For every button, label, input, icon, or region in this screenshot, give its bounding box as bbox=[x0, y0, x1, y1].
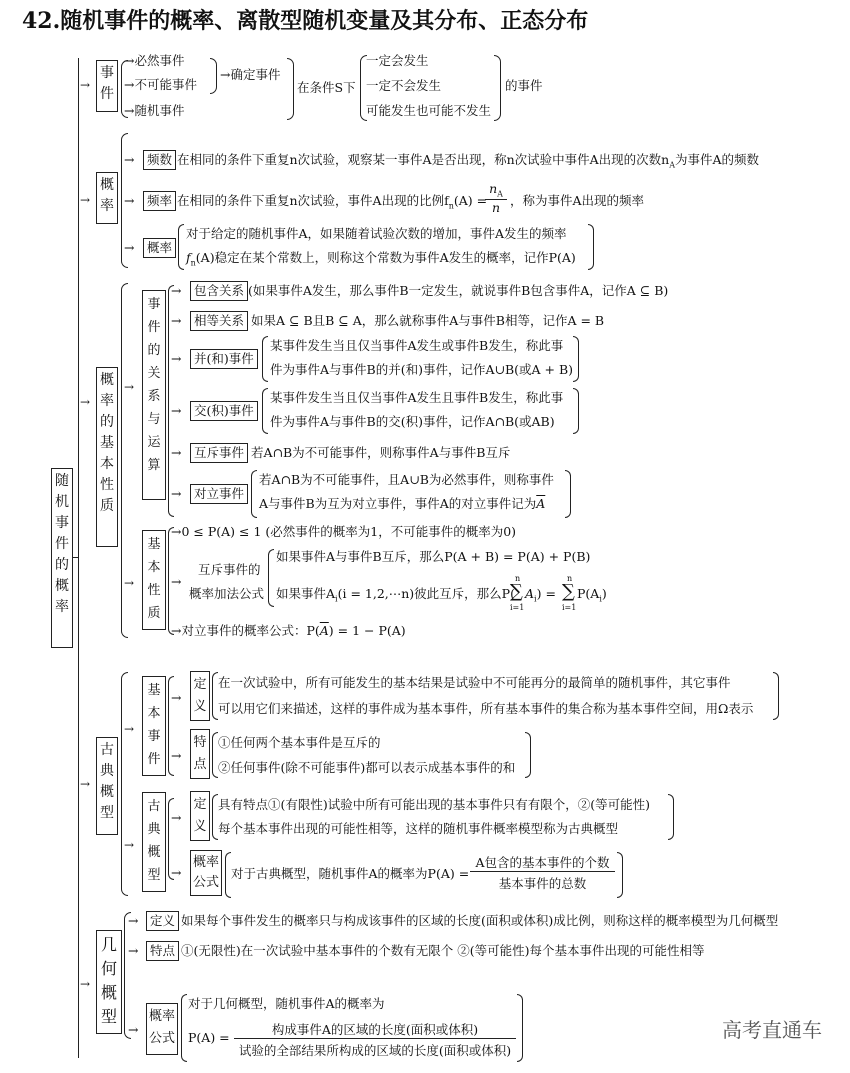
s2-prob-label: 概率 bbox=[143, 238, 176, 258]
s3-rel-6: 对立事件 bbox=[190, 484, 248, 504]
page-title: 42.随机事件的概率、离散型随机变量及其分布、正态分布 bbox=[22, 8, 589, 34]
s3-opp-2: ) = 1 − P(A) bbox=[328, 623, 406, 638]
s3-sum-body-1 bbox=[525, 586, 556, 608]
s3-rel-2: 相等关系 bbox=[190, 311, 248, 331]
s3-basic-1: →0 ≤ P(A) ≤ 1 (必然事件的概率为1，不可能事件的概率为0) bbox=[171, 524, 517, 539]
s4-feat-box: 特点 bbox=[190, 729, 210, 779]
arrow-classic: → bbox=[124, 838, 135, 852]
s2-prob-sub: n bbox=[190, 258, 196, 268]
s3-sum-bot-2: i=1 bbox=[562, 603, 577, 612]
s2-arrow-freq: → bbox=[124, 152, 135, 167]
s3-rel-3-text2: 件为事件A与事件B的并(和)事件，记作A∪B(或A + B) bbox=[270, 362, 574, 377]
s2-freq-tail: 为事件A的频数 bbox=[675, 152, 760, 167]
s3-opp-1: →对立事件的概率公式：P( bbox=[171, 623, 320, 638]
s4-def-2: 可以用它们来描述，这样的事件成为基本事件，所有基本事件的集合称为基本事件空间，用Ω表示 bbox=[218, 701, 754, 716]
s3-sum-eq: ) = bbox=[536, 586, 556, 601]
s3-rel-1: 包含关系 bbox=[190, 281, 248, 301]
root-connector bbox=[73, 557, 79, 558]
s1-item-certain: →必然事件 bbox=[124, 53, 185, 68]
s1-outcome-rbrace bbox=[494, 55, 501, 121]
s1-outcome-2: 一定不会发生 bbox=[366, 78, 442, 93]
s2-prob-brace bbox=[178, 224, 184, 270]
arrow-basic-event: → bbox=[124, 722, 135, 736]
s3-sum-2: ∑ bbox=[562, 581, 575, 602]
s5-formula-arrow: → bbox=[128, 1022, 139, 1037]
s2-prob-rbrace bbox=[588, 224, 594, 270]
s4-label-box: 古典概型 bbox=[96, 737, 118, 835]
s3-rel-3-rbrace bbox=[573, 336, 579, 382]
s5-brace bbox=[124, 912, 131, 1039]
s3-rel-6-text1: 若A∩B为不可能事件，且A∪B为必然事件，则称事件 bbox=[259, 472, 554, 487]
s5-label-box: 几何概型 bbox=[96, 930, 122, 1034]
s2-freq-label: 频数 bbox=[143, 150, 176, 170]
s3-r3-arrow: → bbox=[171, 351, 182, 366]
s1-rbrace bbox=[210, 58, 217, 94]
s1-certain-event: →确定事件 bbox=[220, 67, 281, 82]
s3-rel-6-bar: $\overline{A}$ bbox=[536, 496, 546, 511]
s5-formula-box: 概率公式 bbox=[146, 1003, 178, 1055]
watermark: 高考直通车 bbox=[722, 1018, 822, 1042]
s2-rate-num-sub: A bbox=[497, 189, 503, 199]
s3-sum-body-2 bbox=[577, 586, 607, 608]
s4-feat-rbrace bbox=[525, 732, 531, 778]
s4-def-box: 定义 bbox=[190, 671, 210, 721]
s4-classic-box: 古典概型 bbox=[142, 792, 166, 892]
s3-sum-top-2: n bbox=[567, 574, 573, 583]
s3-rel-6-rbrace bbox=[565, 470, 571, 518]
s4-feat-2: ②任何事件(除不可能事件)都可以表示成基本事件的和 bbox=[218, 760, 516, 775]
s4-formula-arrow: → bbox=[171, 865, 182, 880]
s3-rel-1-text: (如果事件A发生，那么事件B一定发生，就说事件B包含事件A，记作A ⊆ B) bbox=[248, 283, 669, 298]
s3-add-label1: 互斥事件的 bbox=[198, 562, 261, 577]
arrow-basic: → bbox=[124, 576, 135, 590]
s4-cdef-arrow: → bbox=[171, 810, 182, 825]
s4-formula-frac bbox=[470, 853, 615, 892]
s3-add-1: 如果事件A与事件B互斥，那么P(A + B) = P(A) + P(B) bbox=[276, 549, 591, 564]
s3-add-arrow: → bbox=[171, 574, 182, 589]
s1-label-box: 事件 bbox=[96, 60, 118, 112]
s2-freq-sub: A bbox=[669, 160, 675, 170]
s4-cdef-1: 具有特点①(有限性)试验中所有可能出现的基本事件只有有限个，②(等可能性) bbox=[218, 797, 651, 812]
arrow-rel: → bbox=[124, 380, 135, 394]
s3-rel-3-brace bbox=[262, 336, 268, 382]
s3-sum-p: P(A bbox=[577, 586, 600, 601]
s4-def-arrow: → bbox=[171, 690, 182, 705]
s5-formula-frac bbox=[234, 1020, 516, 1059]
s3-sum-a: A bbox=[525, 586, 535, 601]
s3-opp-bar: $\overline{A}$ bbox=[319, 623, 329, 638]
s2-prob-line1: 对于给定的随机事件A，如果随着试验次数的增加，事件A发生的频率 bbox=[186, 226, 567, 241]
root-box: 随机事件的概率 bbox=[51, 468, 73, 648]
arrow-s4: → bbox=[80, 777, 91, 791]
s3-r1-arrow: → bbox=[171, 283, 182, 298]
s2-rate-num bbox=[485, 181, 507, 199]
s4-cdef-box: 定义 bbox=[190, 791, 210, 841]
s3-label-box: 概率的基本性质 bbox=[96, 367, 118, 547]
s4-formula-box: 概率公式 bbox=[190, 850, 222, 896]
s5-formula-intro: 对于几何概型，随机事件A的概率为 bbox=[188, 996, 385, 1011]
s3-add-2b: (i = 1,2,⋯n)彼此互斥，那么P( bbox=[337, 586, 515, 601]
s1-item-random: →随机事件 bbox=[124, 103, 185, 118]
s3-rel-5: 互斥事件 bbox=[190, 443, 248, 463]
s3-rel-box: 事件的关系与运算 bbox=[142, 290, 166, 500]
s2-arrow-rate: → bbox=[124, 193, 135, 208]
s3-rel-5-text: 若A∩B为不可能事件，则称事件A与事件B互斥 bbox=[251, 445, 511, 460]
s5-formula-lhs: P(A) = bbox=[188, 1030, 230, 1045]
s4-basic-box: 基本事件 bbox=[142, 676, 166, 776]
s3-add-brace bbox=[268, 549, 274, 607]
s1-rbrace2 bbox=[287, 58, 294, 120]
arrow-s5: → bbox=[80, 977, 91, 991]
s2-rate-text bbox=[177, 193, 487, 215]
s4-cdef-2: 每个基本事件出现的可能性相等，这样的随机事件概率模型称为古典概型 bbox=[218, 821, 619, 836]
s4-feat-arrow: → bbox=[171, 748, 182, 763]
s3-rel-4-text2: 件为事件A与事件B的交(积)事件，记作A∩B(或AB) bbox=[270, 414, 555, 429]
s3-sum-p-sub: i bbox=[599, 594, 602, 604]
s3-sum-close: ) bbox=[601, 586, 607, 601]
s3-add-2 bbox=[276, 586, 515, 608]
s2-rate-den: n bbox=[485, 199, 507, 215]
s5-formula-brace bbox=[181, 994, 187, 1062]
s3-rel-4: 交(积)事件 bbox=[190, 401, 258, 421]
s3-rel-2-text: 如果A ⊆ B且B ⊆ A，那么就称事件A与事件B相等，记作A = B bbox=[251, 313, 605, 328]
s2-rate-text-main: 在相同的条件下重复n次试验，事件A出现的比例f bbox=[177, 193, 449, 208]
s5-formula-num: 构成事件A的区域的长度(面积或体积) bbox=[271, 1022, 479, 1037]
s2-freq-text bbox=[177, 152, 759, 174]
s3-sum-bot-1: i=1 bbox=[510, 603, 525, 612]
s5-feat-arrow: → bbox=[128, 943, 139, 958]
s2-prob-f: f bbox=[186, 250, 191, 265]
s2-rate-num-n: n bbox=[489, 181, 498, 196]
s3-opposite bbox=[171, 623, 406, 639]
s5-formula-rbrace bbox=[517, 994, 523, 1062]
s3-r2-arrow: → bbox=[171, 313, 182, 328]
s3-sum-a-sub: i bbox=[534, 594, 537, 604]
s3-rel-4-text1: 某事件发生当且仅当事件A发生且事件B发生，称此事 bbox=[270, 390, 564, 405]
s2-prob-line2 bbox=[186, 250, 576, 272]
s3-rel-3: 并(和)事件 bbox=[190, 349, 258, 369]
s2-rate-tail: ，称为事件A出现的频率 bbox=[510, 193, 645, 208]
s3-add-2a: 如果事件A bbox=[276, 586, 336, 601]
s1-item-impossible: →不可能事件 bbox=[124, 77, 197, 92]
arrow-s1: → bbox=[80, 78, 91, 92]
s2-prob-tail: (A)稳定在某个常数上，则称这个常数为事件A发生的概率，记作P(A) bbox=[195, 250, 576, 265]
s3-add-label2: 概率加法公式 bbox=[189, 586, 265, 601]
s4-formula-lhs: 对于古典概型，随机事件A的概率为P(A) = bbox=[231, 866, 470, 881]
s2-rate-sub: n bbox=[448, 201, 454, 211]
s1-outcome-3: 可能发生也可能不发生 bbox=[366, 103, 492, 118]
s3-rel-6-text2-main: A与事件B为互为对立事件，事件A的对立事件记为 bbox=[259, 496, 537, 511]
s3-basic-box: 基本性质 bbox=[142, 530, 166, 630]
s4-formula-den: 基本事件的总数 bbox=[470, 871, 615, 892]
s3-r4-arrow: → bbox=[171, 403, 182, 418]
s1-condition: 在条件S下 bbox=[297, 80, 356, 95]
s5-formula-den: 试验的全部结果所构成的区域的长度(面积或体积) bbox=[234, 1038, 516, 1059]
s2-rate-fraction bbox=[485, 181, 507, 215]
s2-rate-label: 频率 bbox=[143, 191, 176, 211]
s3-r5-arrow: → bbox=[171, 445, 182, 460]
s4-brace bbox=[121, 672, 128, 896]
s4-cdef-rbrace bbox=[668, 794, 674, 840]
s3-rel-3-text1: 某事件发生当且仅当事件A发生或事件B发生，称此事 bbox=[270, 338, 564, 353]
s3-rel-4-brace bbox=[262, 388, 268, 434]
s3-sum-1: ∑ bbox=[510, 581, 523, 602]
s3-add-2sub: i bbox=[335, 594, 338, 604]
s2-rate-eq: (A) = bbox=[453, 193, 488, 208]
s5-def-label: 定义 bbox=[146, 911, 179, 931]
s4-feat-1: ①任何两个基本事件是互斥的 bbox=[218, 735, 381, 750]
s3-rel-6-brace bbox=[251, 470, 257, 518]
s5-def-arrow: → bbox=[128, 913, 139, 928]
s4-formula-rbrace bbox=[617, 852, 623, 898]
s4-formula-num: A包含的基本事件的个数 bbox=[475, 855, 610, 870]
s2-freq-text-main: 在相同的条件下重复n次试验，观察某一事件A是否出现，称n次试验中事件A出现的次数n bbox=[177, 152, 670, 167]
arrow-s2: → bbox=[80, 193, 91, 207]
s3-rel-6-text2 bbox=[259, 496, 545, 512]
s1-suffix: 的事件 bbox=[505, 78, 543, 93]
s2-arrow-prob: → bbox=[124, 240, 135, 255]
s4-def-1: 在一次试验中，所有可能发生的基本结果是试验中不可能再分的最简单的随机事件，其它事件 bbox=[218, 675, 731, 690]
arrow-s3: → bbox=[80, 395, 91, 409]
s1-outcome-1: 一定会发生 bbox=[366, 53, 429, 68]
s3-sum-top-1: n bbox=[515, 574, 521, 583]
s3-r6-arrow: → bbox=[171, 486, 182, 501]
s2-label-box: 概率 bbox=[96, 172, 118, 224]
s3-rel-4-rbrace bbox=[573, 388, 579, 434]
s5-feat-label: 特点 bbox=[146, 941, 179, 961]
s4-def-rbrace bbox=[773, 672, 779, 720]
s5-def-text: 如果每个事件发生的概率只与构成该事件的区域的长度(面积或体积)成比例，则称这样的概率模型为几何概型 bbox=[181, 913, 779, 928]
s5-feat-text: ①(无限性)在一次试验中基本事件的个数有无限个 ②(等可能性)每个基本事件出现的可能性相等 bbox=[181, 943, 705, 958]
